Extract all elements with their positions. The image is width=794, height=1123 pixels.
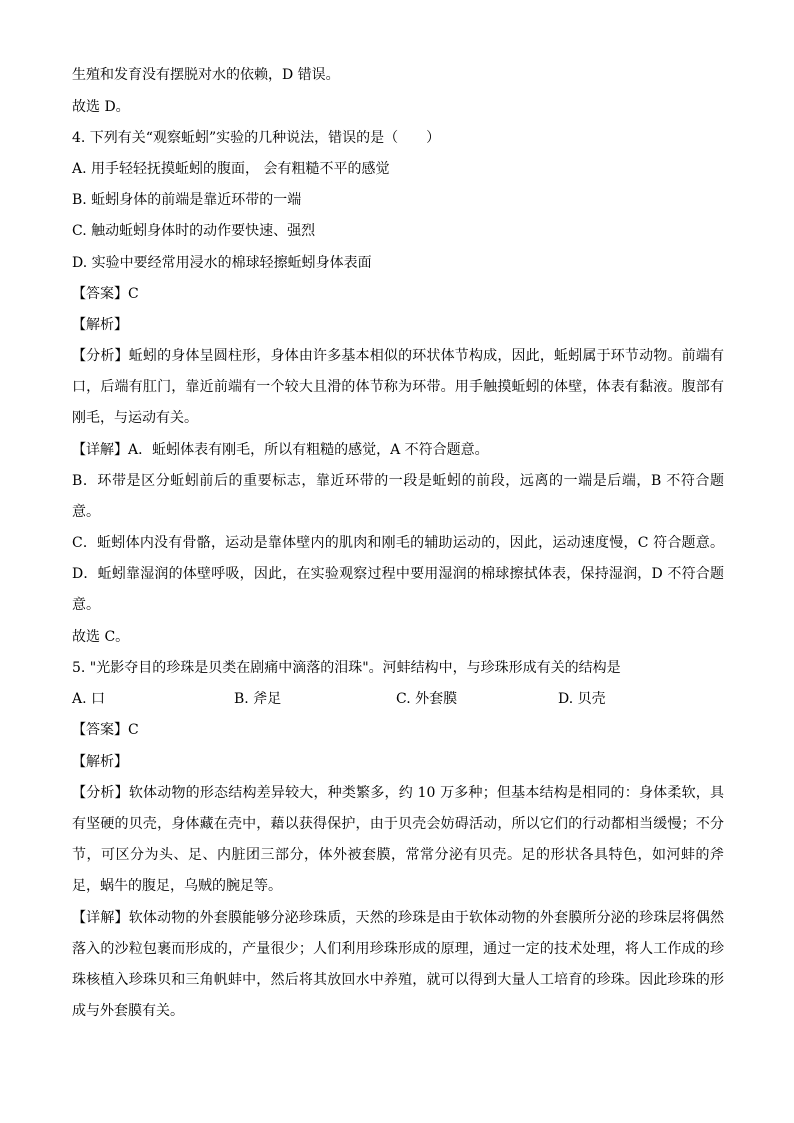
question-4-stem: 4. 下列有关“观察蚯蚓”实验的几种说法，错误的是（ ） bbox=[72, 130, 441, 146]
analysis-label: 【解析】 bbox=[72, 754, 128, 770]
question-5-option-d: D. 贝壳 bbox=[558, 691, 606, 707]
analysis-label: 【解析】 bbox=[72, 317, 128, 333]
text-line: 落入的沙粒包裹而形成的，产量很少；人们利用珍珠形成的原理，通过一定的技术处理，将人工作成的珍 bbox=[72, 941, 724, 957]
text-line: D．蚯蚓靠湿润的体壁呼吸，因此，在实验观察过程中要用湿润的棉球擦拭体表，保持湿润，D 不符合题 bbox=[72, 566, 724, 582]
question-5-option-c: C. 外套膜 bbox=[396, 691, 458, 707]
text-line: 意。 bbox=[72, 504, 100, 520]
question-4-option-d: D. 实验中要经常用浸水的棉球轻擦蚯蚓身体表面 bbox=[72, 255, 372, 271]
text-line: 【分析】软体动物的形态结构差异较大，种类繁多，约 10 万多种；但基本结构是相同的：身体柔软，具 bbox=[72, 785, 724, 801]
text-line: 口，后端有肛门，靠近前端有一个较大且滑的体节称为环带。用手触摸蚯蚓的体壁，体表有黏液。腹部有 bbox=[72, 379, 724, 395]
text-line: B．环带是区分蚯蚓前后的重要标志，靠近环带的一段是蚯蚓的前段，远离的一端是后端，B 不符合题 bbox=[72, 473, 724, 489]
text-line: 生殖和发育没有摆脱对水的依赖，D 错误。 bbox=[72, 67, 340, 83]
text-line: 故选 D。 bbox=[72, 99, 130, 115]
answer-label: 【答案】C bbox=[72, 722, 139, 738]
question-5-stem: 5. "光影夺目的珍珠是贝类在剧痛中滴落的泪珠"。河蚌结构中，与珍珠形成有关的结构是 bbox=[72, 660, 621, 676]
text-line: 足，蜗牛的腹足，乌贼的腕足等。 bbox=[72, 878, 282, 894]
answer-label: 【答案】C bbox=[72, 286, 139, 302]
question-4-option-c: C. 触动蚯蚓身体时的动作要快速、强烈 bbox=[72, 223, 316, 239]
text-line: 故选 C。 bbox=[72, 629, 130, 645]
question-5-option-b: B. 斧足 bbox=[234, 691, 282, 707]
text-line: C．蚯蚓体内没有骨骼，运动是靠体壁内的肌肉和刚毛的辅助运动的，因此，运动速度慢，C 符合题意。 bbox=[72, 535, 724, 551]
text-line: 【分析】蚯蚓的身体呈圆柱形，身体由许多基本相似的环状体节构成，因此，蚯蚓属于环节动物。前端有 bbox=[72, 348, 724, 364]
text-line: 【详解】软体动物的外套膜能够分泌珍珠质，天然的珍珠是由于软体动物的外套膜所分泌的珍珠层将偶然 bbox=[72, 910, 724, 926]
text-line: 节，可区分为头、足、内脏团三部分，体外被套膜，常常分泌有贝壳。足的形状各具特色，如河蚌的斧 bbox=[72, 847, 724, 863]
question-4-option-a: A. 用手轻轻抚摸蚯蚓的腹面， 会有粗糙不平的感觉 bbox=[72, 161, 390, 177]
text-line: 成与外套膜有关。 bbox=[72, 1003, 184, 1019]
text-line: 意。 bbox=[72, 597, 100, 613]
text-line: 刚毛，与运动有关。 bbox=[72, 410, 198, 426]
text-line: 有坚硬的贝壳，身体藏在壳中，藉以获得保护，由于贝壳会妨碍活动，所以它们的行动都相当缓慢；不分 bbox=[72, 816, 724, 832]
text-line: 珠核植入珍珠贝和三角帆蚌中，然后将其放回水中养殖，就可以得到大量人工培育的珍珠。因此珍珠的形 bbox=[72, 972, 724, 988]
question-4-option-b: B. 蚯蚓身体的前端是靠近环带的一端 bbox=[72, 192, 302, 208]
question-5-option-a: A. 口 bbox=[72, 691, 106, 707]
text-line: 【详解】A．蚯蚓体表有刚毛，所以有粗糙的感觉，A 不符合题意。 bbox=[72, 442, 489, 458]
